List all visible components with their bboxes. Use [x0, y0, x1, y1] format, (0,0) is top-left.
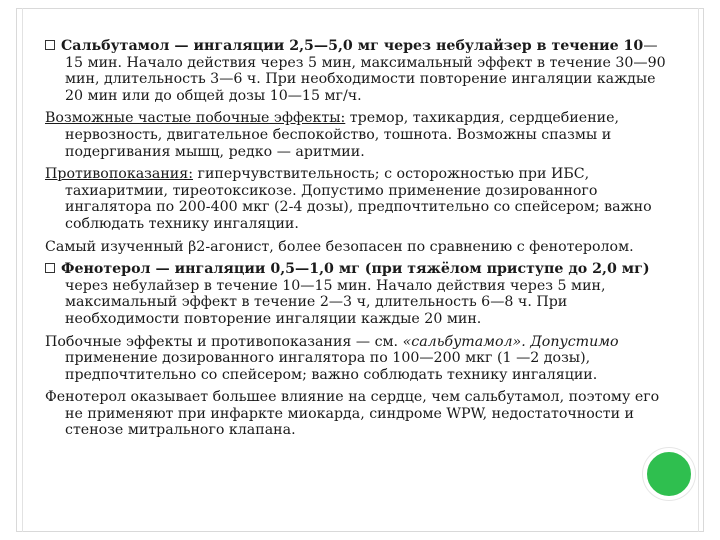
checkbox-bullet-icon — [45, 263, 55, 273]
fenoterol-dose-bold: Фенотерол — ингаляции 0,5—1,0 мг (при тяжёлом приступе до 2,0 мг) — [61, 261, 650, 278]
salbutamol-note-text: Самый изученный β2-агонист, более безопасен по сравнению с фенотеролом. — [45, 238, 634, 255]
fenoterol-heart-text: Фенотерол оказывает большее влияние на сердце, чем сальбутамол, поэтому его не применяют при инфаркте миокарда, синдроме WPW, недостаточности и стенозе митрального клапана. — [45, 389, 660, 439]
salbutamol-dose-text: —15 мин. Начало действия через 5 мин, максимальный эффект в течение 30—90 мин, длительность 3—6 ч. При необходимости повторение ингаляции каждые 20 мин или до общей дозы 10—15 мг/ч. — [65, 38, 666, 104]
green-circle-decoration — [643, 448, 695, 500]
paragraph-contraindications — [45, 166, 667, 232]
decorative-line-left — [22, 8, 23, 532]
paragraph-fenoterol-heart — [45, 389, 667, 439]
side-effects-label: Возможные частые побочные эффекты: — [45, 110, 346, 127]
contraindications-label: Противопоказания: — [45, 166, 193, 183]
contraindications-text: гиперчувствительность; с осторожностью при ИБС, тахиаритмии, тиреотоксикозе. Допустимо применение дозированного ингалятора по 200-400 мкг (2-4 дозы), предпочтительно со спейсером; важно соблюдать технику ингаляции. — [65, 166, 652, 232]
slide-content — [45, 38, 667, 445]
permissible-label: Допустимо — [530, 333, 619, 350]
paragraph-salbutamol-dose — [45, 38, 667, 104]
checkbox-bullet-icon — [45, 40, 55, 50]
side-effects-text: тремор, тахикардия, сердцебиение, нервозность, двигательное беспокойство, тошнота. Возможны спазмы и подергивания мышц, редко — аритмии. — [65, 110, 620, 160]
paragraph-fenoterol-dose — [45, 261, 667, 327]
fenoterol-dose-text: через небулайзер в течение 10—15 мин. Начало действия через 5 мин, максимальный эффект в течение 2—3 ч, длительность 6—8 ч. При необходимости повторение ингаляции каждые 20 мин. — [65, 277, 606, 327]
paragraph-fenoterol-side-effects — [45, 334, 667, 384]
paragraph-salbutamol-note — [45, 239, 667, 256]
paragraph-side-effects — [45, 110, 667, 160]
decorative-line-right — [698, 8, 699, 532]
salbutamol-reference: «сальбутамол». — [402, 333, 526, 350]
fenoterol-inhaler-text: применение дозированного ингалятора по 100—200 мкг (1 —2 дозы), предпочтительно со спейсером; важно соблюдать технику ингаляции. — [65, 350, 598, 383]
salbutamol-dose-bold: Сальбутамол — ингаляции 2,5—5,0 мг через небулайзер в течение 10 — [61, 38, 644, 54]
fenoterol-side-effects-lead: Побочные эффекты и противопоказания — см. — [45, 333, 403, 350]
